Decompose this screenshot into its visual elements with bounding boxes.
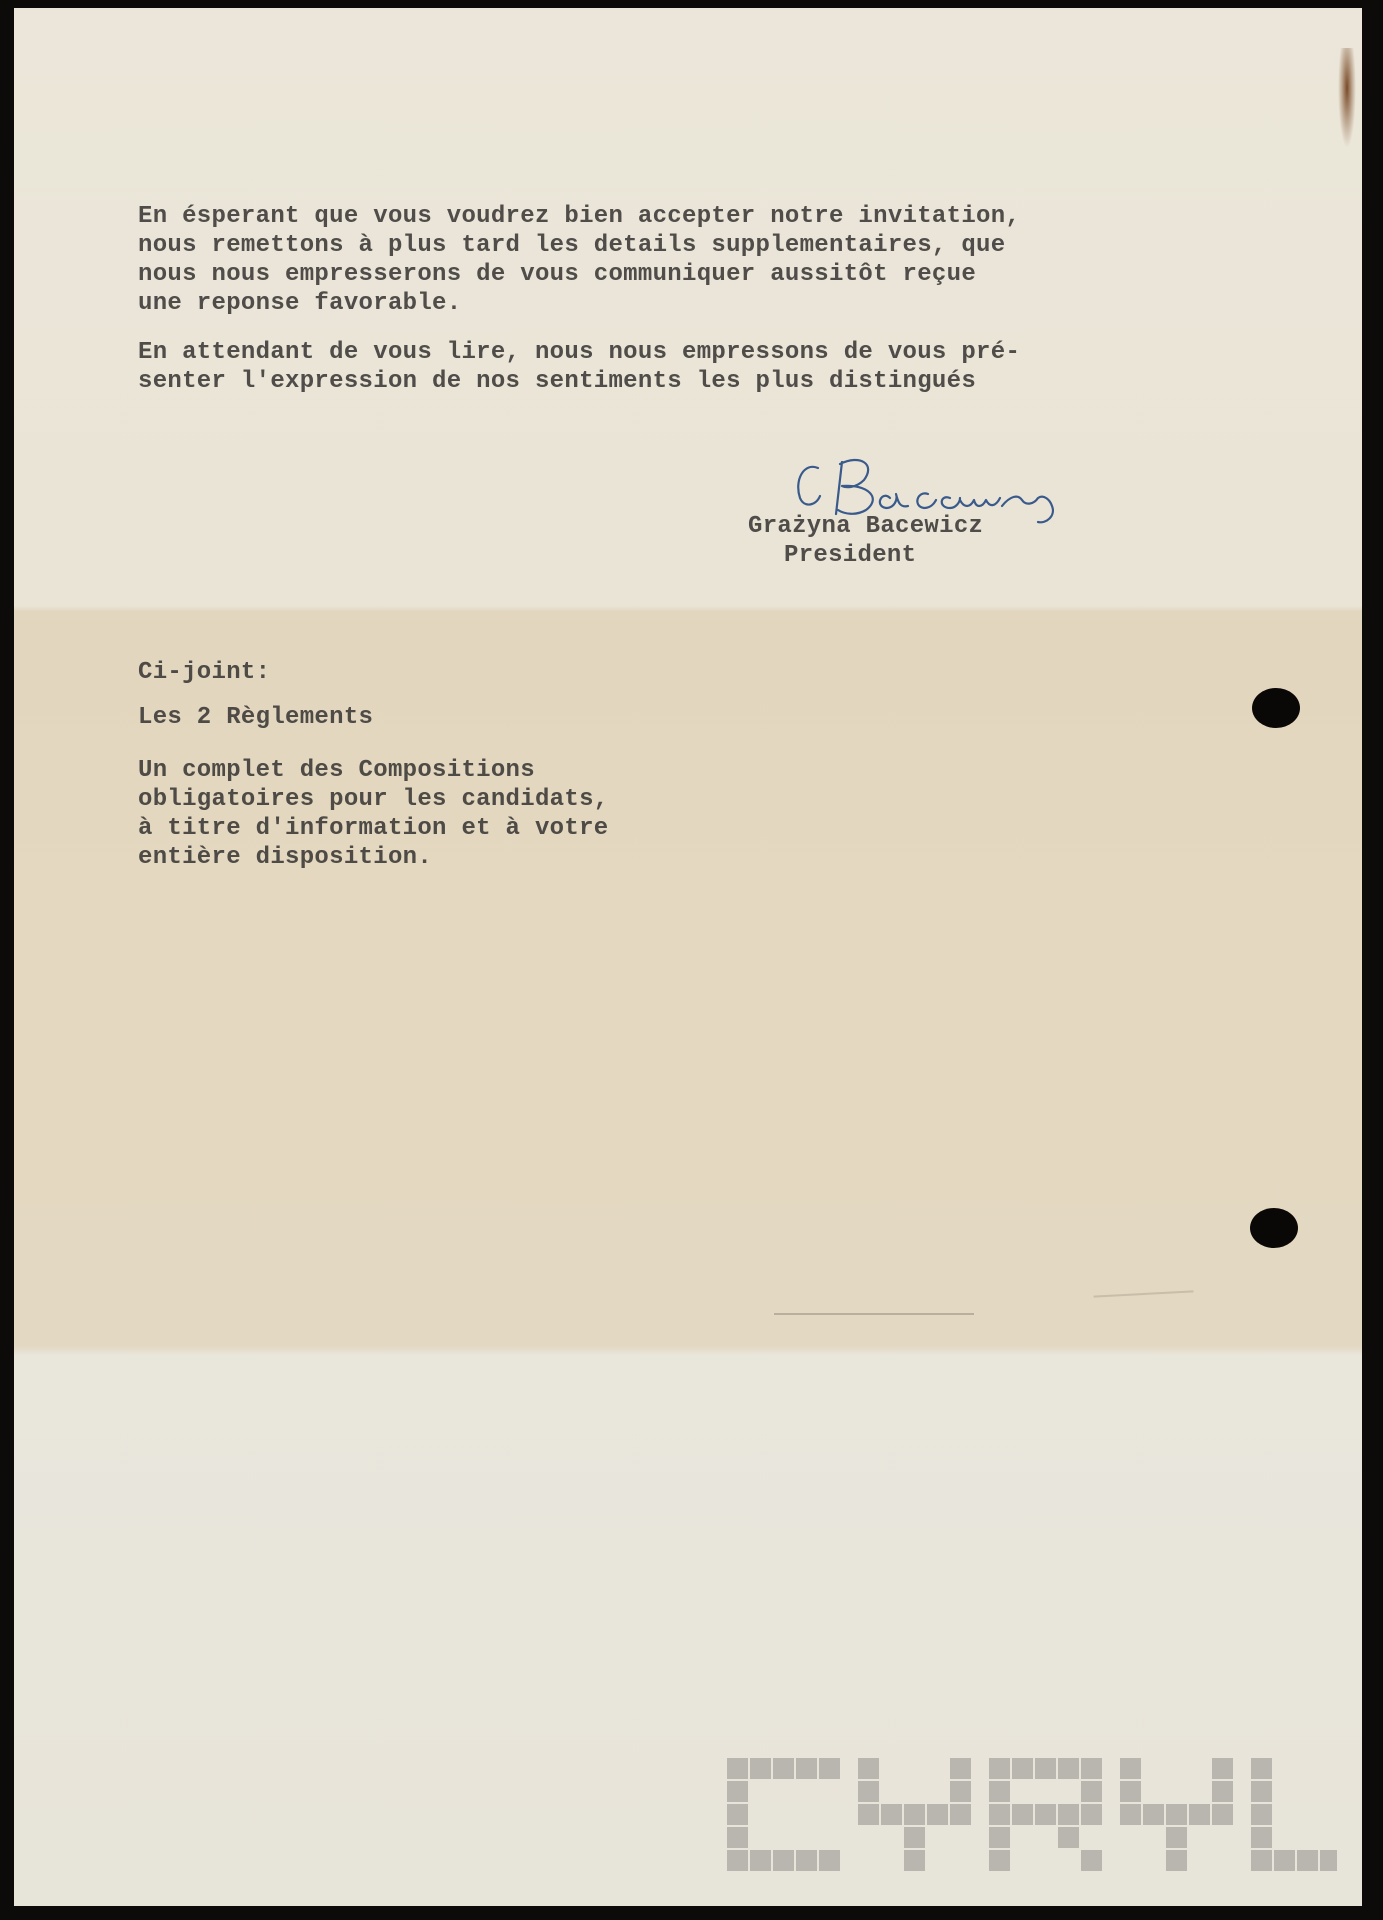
letter-paragraph-1: En ésperant que vous voudrez bien accepter notre invitation, nous remettons à plus tard les details supplementaires, que nous nous empresserons de vous communiquer aussitôt reçue une reponse favorable.	[138, 203, 1021, 317]
signatory-title: President	[784, 542, 917, 569]
cyryl-watermark-logo	[727, 1758, 1337, 1872]
punch-hole-upper	[1252, 688, 1300, 728]
signatory-name: Grażyna Bacewicz	[748, 513, 984, 540]
punch-hole-lower	[1250, 1208, 1298, 1248]
faint-pencil-line	[774, 1313, 974, 1315]
enclosures-heading: Ci-joint:	[138, 659, 271, 686]
enclosure-item-compositions: Un complet des Compositions obligatoires pour les candidats, à titre d'information et à votre entière disposition.	[138, 757, 609, 871]
enclosure-item-reglements: Les 2 Règlements	[138, 704, 374, 731]
rust-stain	[1338, 48, 1356, 148]
letter-paragraph-2: En attendant de vous lire, nous nous empressons de vous pré- senter l'expression de nos sentiments les plus distingués	[138, 339, 1021, 395]
faint-stamp-mark	[1093, 1290, 1194, 1317]
